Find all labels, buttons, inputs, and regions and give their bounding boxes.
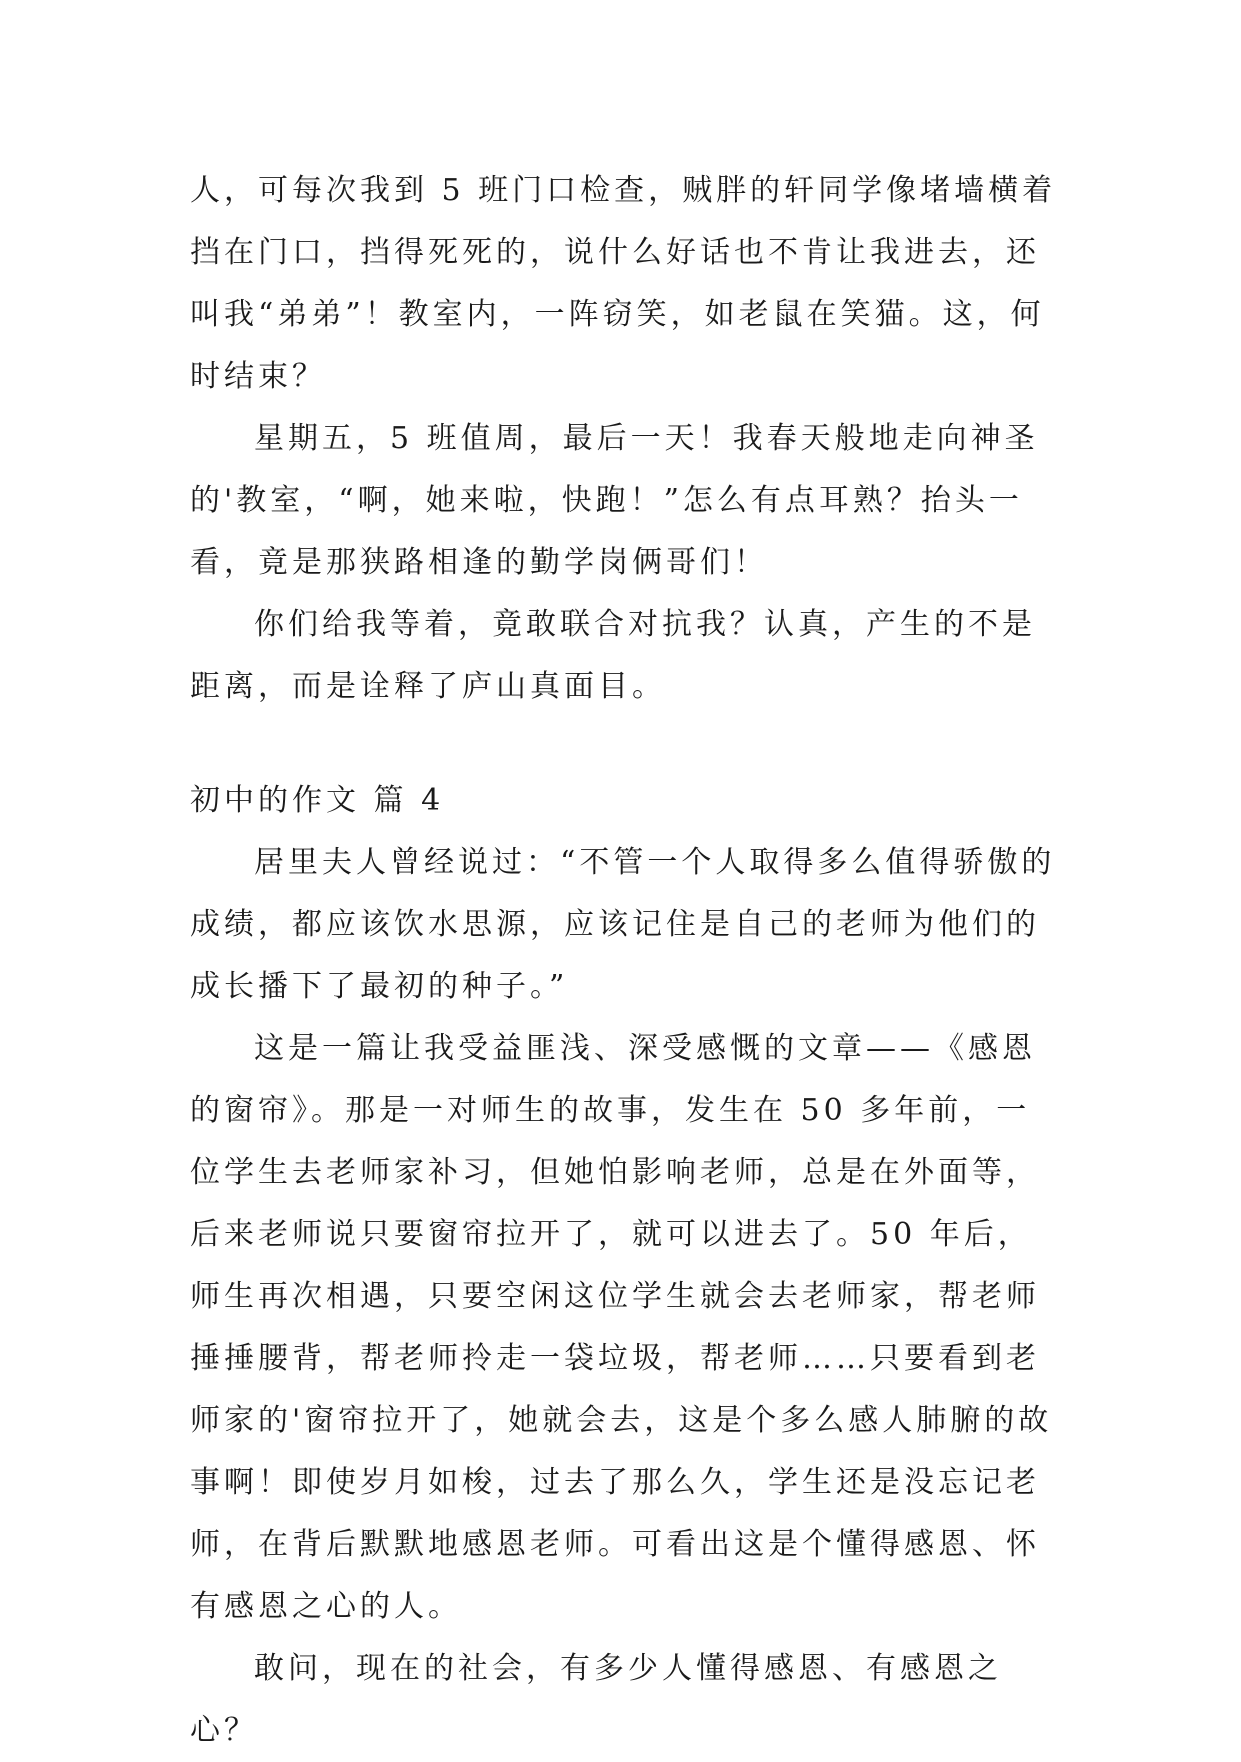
paragraph: 你们给我等着，竟敢联合对抗我？认真，产生的不是距离，而是诠释了庐山真面目。 xyxy=(190,607,1036,704)
section-heading: 初中的作文 篇 4 xyxy=(190,783,445,818)
paragraph: 星期五，5 班值周，最后一天！我春天般地走向神圣的'教室，“啊，她来啦，快跑！”怎么有点耳熟？抬头一看，竟是那狭路相逢的勤学岗俩哥们！ xyxy=(190,421,1039,580)
paragraph: 敢问，现在的社会，有多少人懂得感恩、有感恩之心？ xyxy=(190,1651,1002,1748)
paragraph: 这是一篇让我受益匪浅、深受感慨的文章——《感恩的窗帘》。那是一对师生的故事，发生在 50 多年前，一位学生去老师家补习，但她怕影响老师，总是在外面等，后来老师说只要窗帘拉开了，就可以进去了。50 年后，师生再次相遇，只要空闲这位学生就会去老师家，帮老师捶捶腰背，帮老师拎走一袋垃圾，帮老师……只要看到老师家的'窗帘拉开了，她就会去，这是个多么感人肺腑的故事啊！即使岁月如梭，过去了那么久，学生还是没忘记老师，在背后默默地感恩老师。可看出这是个懂得感恩、怀有感恩之心的人。 xyxy=(190,1031,1053,1624)
paragraph: 居里夫人曾经说过：“不管一个人取得多么值得骄傲的成绩，都应该饮水思源，应该记住是自己的老师为他们的成长播下了最初的种子。” xyxy=(190,845,1056,1004)
paragraph-continued: 人，可每次我到 5 班门口检查，贼胖的轩同学像堵墙横着挡在门口，挡得死死的，说什么好话也不肯让我进去，还叫我“弟弟”！教室内，一阵窃笑，如老鼠在笑猫。这，何时结束？ xyxy=(190,173,1057,394)
document-body xyxy=(190,160,1060,1762)
